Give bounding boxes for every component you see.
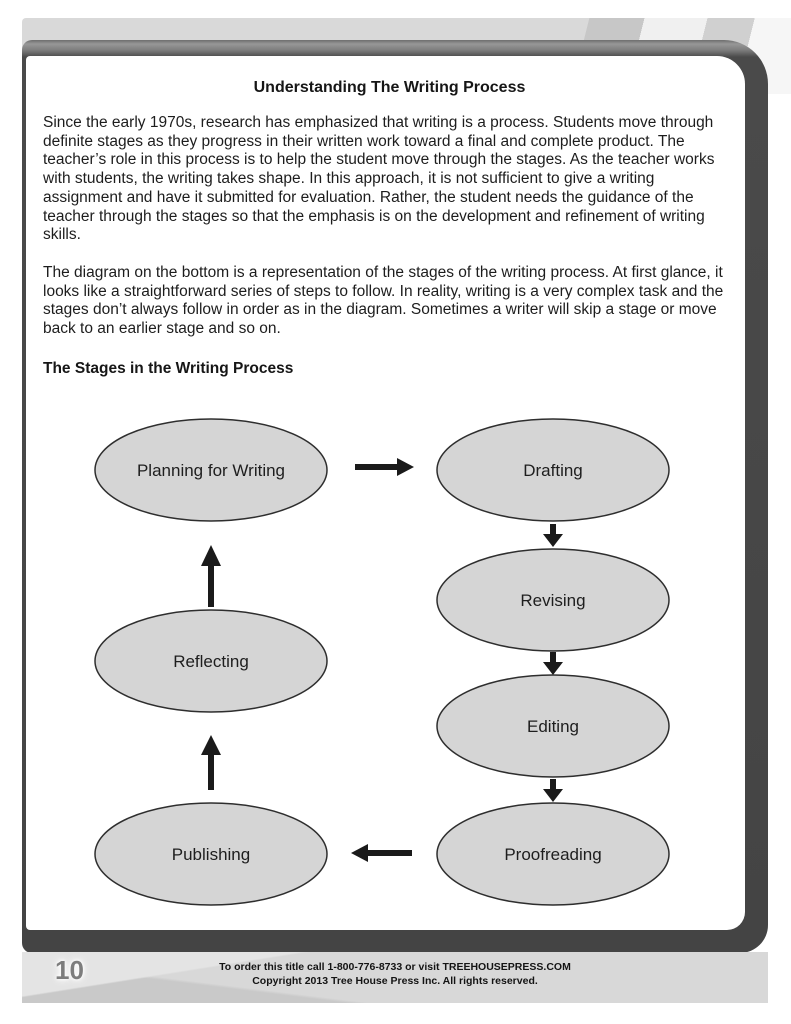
node-editing — [437, 675, 669, 777]
stage-nodes — [95, 419, 669, 905]
footer-copyright-line: Copyright 2013 Tree House Press Inc. All rights reserved. — [252, 974, 538, 987]
node-planning-label: Planning for Writing — [136, 461, 286, 480]
node-publishing-label: Publishing — [171, 845, 251, 864]
page-number: 10 — [55, 955, 84, 985]
worksheet-sheet — [26, 56, 745, 930]
node-planning — [95, 419, 327, 521]
node-revising — [437, 549, 669, 651]
page-frame — [22, 40, 768, 953]
footer-band — [22, 952, 768, 1003]
footer-text — [22, 961, 768, 988]
writing-process-diagram — [26, 401, 745, 926]
arrow-planning-to-drafting — [355, 458, 414, 476]
footer-order-line: To order this title call 1-800-776-8733 or visit TREEHOUSEPRESS.COM — [219, 961, 571, 973]
node-revising-label: Revising — [520, 591, 586, 610]
page-title: Understanding The Writing Process — [253, 79, 526, 96]
arrow-drafting-to-revising — [543, 524, 563, 547]
node-drafting — [437, 419, 669, 521]
node-reflecting — [95, 610, 327, 712]
node-proofreading-label: Proofreading — [504, 845, 602, 864]
section-heading: The Stages in the Writing Process — [43, 359, 294, 377]
arrow-proofreading-to-publishing — [351, 844, 412, 862]
arrow-editing-to-proofreading — [543, 779, 563, 802]
intro-paragraph: Since the early 1970s, research has emphasized that writing is a process. Students move through definite stages as they progress in their written work toward a final and complete product. The teacher’s role in this process is to help the student move through the stages. As the teacher works with students, the writing takes shape. In this approach, it is not sufficient to give a writing assignment and have it submitted for evaluation. Rather, the student needs the guidance of the teacher through the stages so that the emphasis is on the development and refinement of writing skills. — [43, 114, 715, 244]
node-drafting-label: Drafting — [523, 461, 583, 480]
arrow-revising-to-editing — [543, 652, 563, 675]
node-proofreading — [437, 803, 669, 905]
sheet-content — [26, 56, 745, 930]
node-editing-label: Editing — [527, 717, 579, 736]
arrow-publishing-to-reflecting — [201, 735, 221, 790]
arrow-reflecting-to-planning — [201, 545, 221, 607]
node-reflecting-label: Reflecting — [173, 652, 249, 671]
diagram-explanation-paragraph: The diagram on the bottom is a representation of the stages of the writing process. At first glance, it looks like a straightforward series of steps to follow. In reality, writing is a very complex task and the stages don’t always follow in order as in the diagram. Sometimes a writer will skip a stage or move back to an earlier stage and so on. — [43, 263, 724, 338]
node-publishing — [95, 803, 327, 905]
